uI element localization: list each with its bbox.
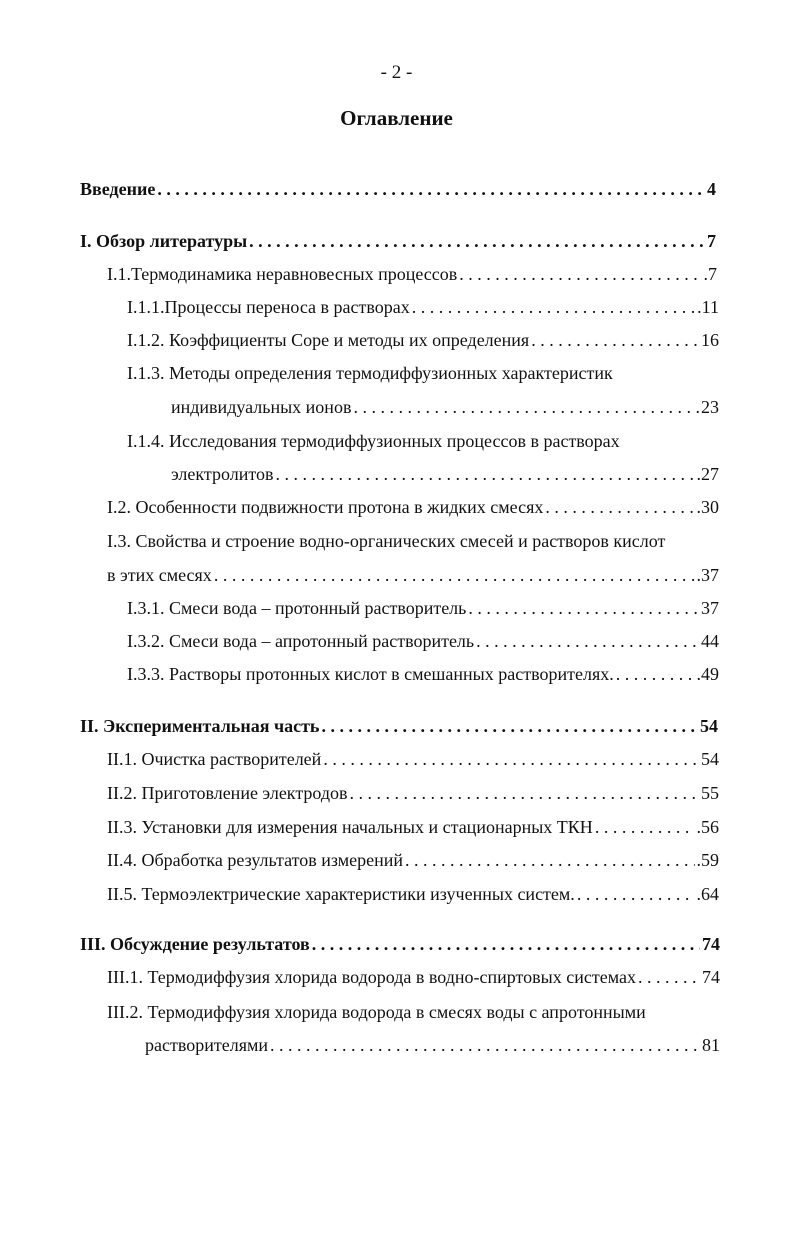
toc-label: II.1. Очистка растворителей [107, 749, 322, 769]
toc-entry-s2-2[interactable] [107, 782, 719, 804]
toc-label: индивидуальных ионов [171, 397, 352, 417]
toc-page: .49 [696, 664, 719, 684]
toc-label: III.1. Термодиффузия хлорида водорода в водно-спиртовых системах [107, 967, 636, 987]
toc-entry-s1-1[interactable] [107, 263, 717, 285]
toc-leader [214, 564, 695, 586]
toc-entry-s1-2[interactable] [107, 496, 719, 518]
toc-label: в этих смесях [107, 565, 212, 585]
toc-entry-s3-2-line1[interactable]: III.2. Термодиффузия хлорида водорода в смесях воды с апротонными [107, 1002, 646, 1022]
toc-leader [459, 263, 701, 285]
toc-entry-s1-1-4-line1[interactable]: I.1.4. Исследования термодиффузионных процессов в растворах [127, 431, 620, 451]
toc-page: 74 [702, 967, 720, 987]
toc-leader [321, 715, 698, 737]
toc-leader [638, 966, 700, 988]
toc-entry-s3-2[interactable] [145, 1034, 720, 1056]
toc-page: .64 [696, 884, 719, 904]
toc-entry-s2-3[interactable] [107, 816, 719, 838]
toc-page: 37 [701, 598, 719, 618]
toc-page: 7 [707, 231, 716, 251]
page-title: Оглавление [340, 106, 453, 130]
toc-leader [468, 597, 699, 619]
toc-leader [249, 230, 705, 252]
toc-label: II.5. Термоэлектрические характеристики изученных систем. [107, 884, 575, 904]
toc-page: .30 [696, 497, 719, 517]
toc-entry-s1-3-3[interactable] [127, 663, 719, 685]
toc-entry-intro[interactable] [80, 178, 716, 200]
toc-entry-s1-1-2[interactable] [127, 329, 719, 351]
toc-page: .11 [697, 297, 719, 317]
toc-label: I.1.2. Коэффициенты Соре и методы их определения [127, 330, 530, 350]
toc-page: 54 [700, 716, 718, 736]
toc-entry-s1-1-1[interactable] [127, 296, 719, 318]
toc-leader [577, 883, 695, 905]
toc-page: 74 [702, 934, 720, 954]
toc-entry-s1-1-3-line1[interactable]: I.1.3. Методы определения термодиффузионных характеристик [127, 363, 613, 383]
toc-page: 54 [701, 749, 719, 769]
toc-label: I.1.Термодинамика неравновесных процессов [107, 264, 458, 284]
toc-label: III. Обсуждение результатов [80, 934, 310, 954]
toc-label: I.3.1. Смеси вода – протонный растворитель [127, 598, 467, 618]
toc-entry-s1-3-2[interactable] [127, 630, 719, 652]
toc-label: Введение [80, 179, 156, 199]
toc-entry-s1-3-line1[interactable]: I.3. Свойства и строение водно-органических смесей и растворов кислот [107, 531, 666, 551]
toc-leader [353, 396, 699, 418]
toc-leader [616, 663, 695, 685]
toc-leader [595, 816, 695, 838]
toc-entry-s1-1-4[interactable] [171, 463, 719, 485]
toc-leader [405, 849, 694, 871]
toc-label: II. Экспериментальная часть [80, 716, 320, 736]
toc-label: II.2. Приготовление электродов [107, 783, 348, 803]
toc-label: I.2. Особенности подвижности протона в жидких смесях [107, 497, 544, 517]
toc-label: II.3. Установки для измерения начальных и стационарных ТКН [107, 817, 593, 837]
toc-label: II.4. Обработка результатов измерений [107, 850, 404, 870]
toc-label: растворителями [145, 1035, 268, 1055]
toc-entry-s2-4[interactable] [107, 849, 719, 871]
toc-page: .27 [696, 464, 719, 484]
toc-entry-s1-1-3[interactable] [171, 396, 719, 418]
toc-page: .59 [696, 850, 719, 870]
toc-entry-s2-5[interactable] [107, 883, 719, 905]
toc-leader [270, 1034, 700, 1056]
toc-entry-s3-1[interactable] [107, 966, 720, 988]
toc-entry-s2[interactable] [80, 715, 718, 737]
toc-label: I.3.2. Смеси вода – апротонный растворитель [127, 631, 475, 651]
toc-page: 23 [701, 397, 719, 417]
toc-leader [476, 630, 699, 652]
toc-entry-s2-1[interactable] [107, 748, 719, 770]
toc-page: 55 [701, 783, 719, 803]
toc-page: .7 [703, 264, 717, 284]
toc-label: I.3.3. Растворы протонных кислот в смешанных растворителях. [127, 664, 614, 684]
page-number: - 2 - [380, 62, 413, 83]
toc-leader [412, 296, 695, 318]
toc-page: 16 [701, 330, 719, 350]
toc-page: 44 [701, 631, 719, 651]
toc-leader [531, 329, 699, 351]
toc-leader [350, 782, 699, 804]
toc-page: .56 [696, 817, 719, 837]
toc-entry-s1[interactable] [80, 230, 716, 252]
toc-leader [275, 463, 694, 485]
toc-entry-s1-3[interactable] [107, 564, 719, 586]
toc-label: I. Обзор литературы [80, 231, 248, 251]
toc-page: 81 [702, 1035, 720, 1055]
toc-entry-s1-3-1[interactable] [127, 597, 719, 619]
toc-leader [312, 933, 700, 955]
toc-page: .37 [696, 565, 719, 585]
toc-leader [323, 748, 699, 770]
toc-leader [545, 496, 694, 518]
toc-label: электролитов [171, 464, 274, 484]
toc-entry-s3[interactable] [80, 933, 720, 955]
toc-leader [157, 178, 705, 200]
toc-label: I.1.1.Процессы переноса в растворах [127, 297, 410, 317]
toc-page: 4 [707, 179, 716, 199]
